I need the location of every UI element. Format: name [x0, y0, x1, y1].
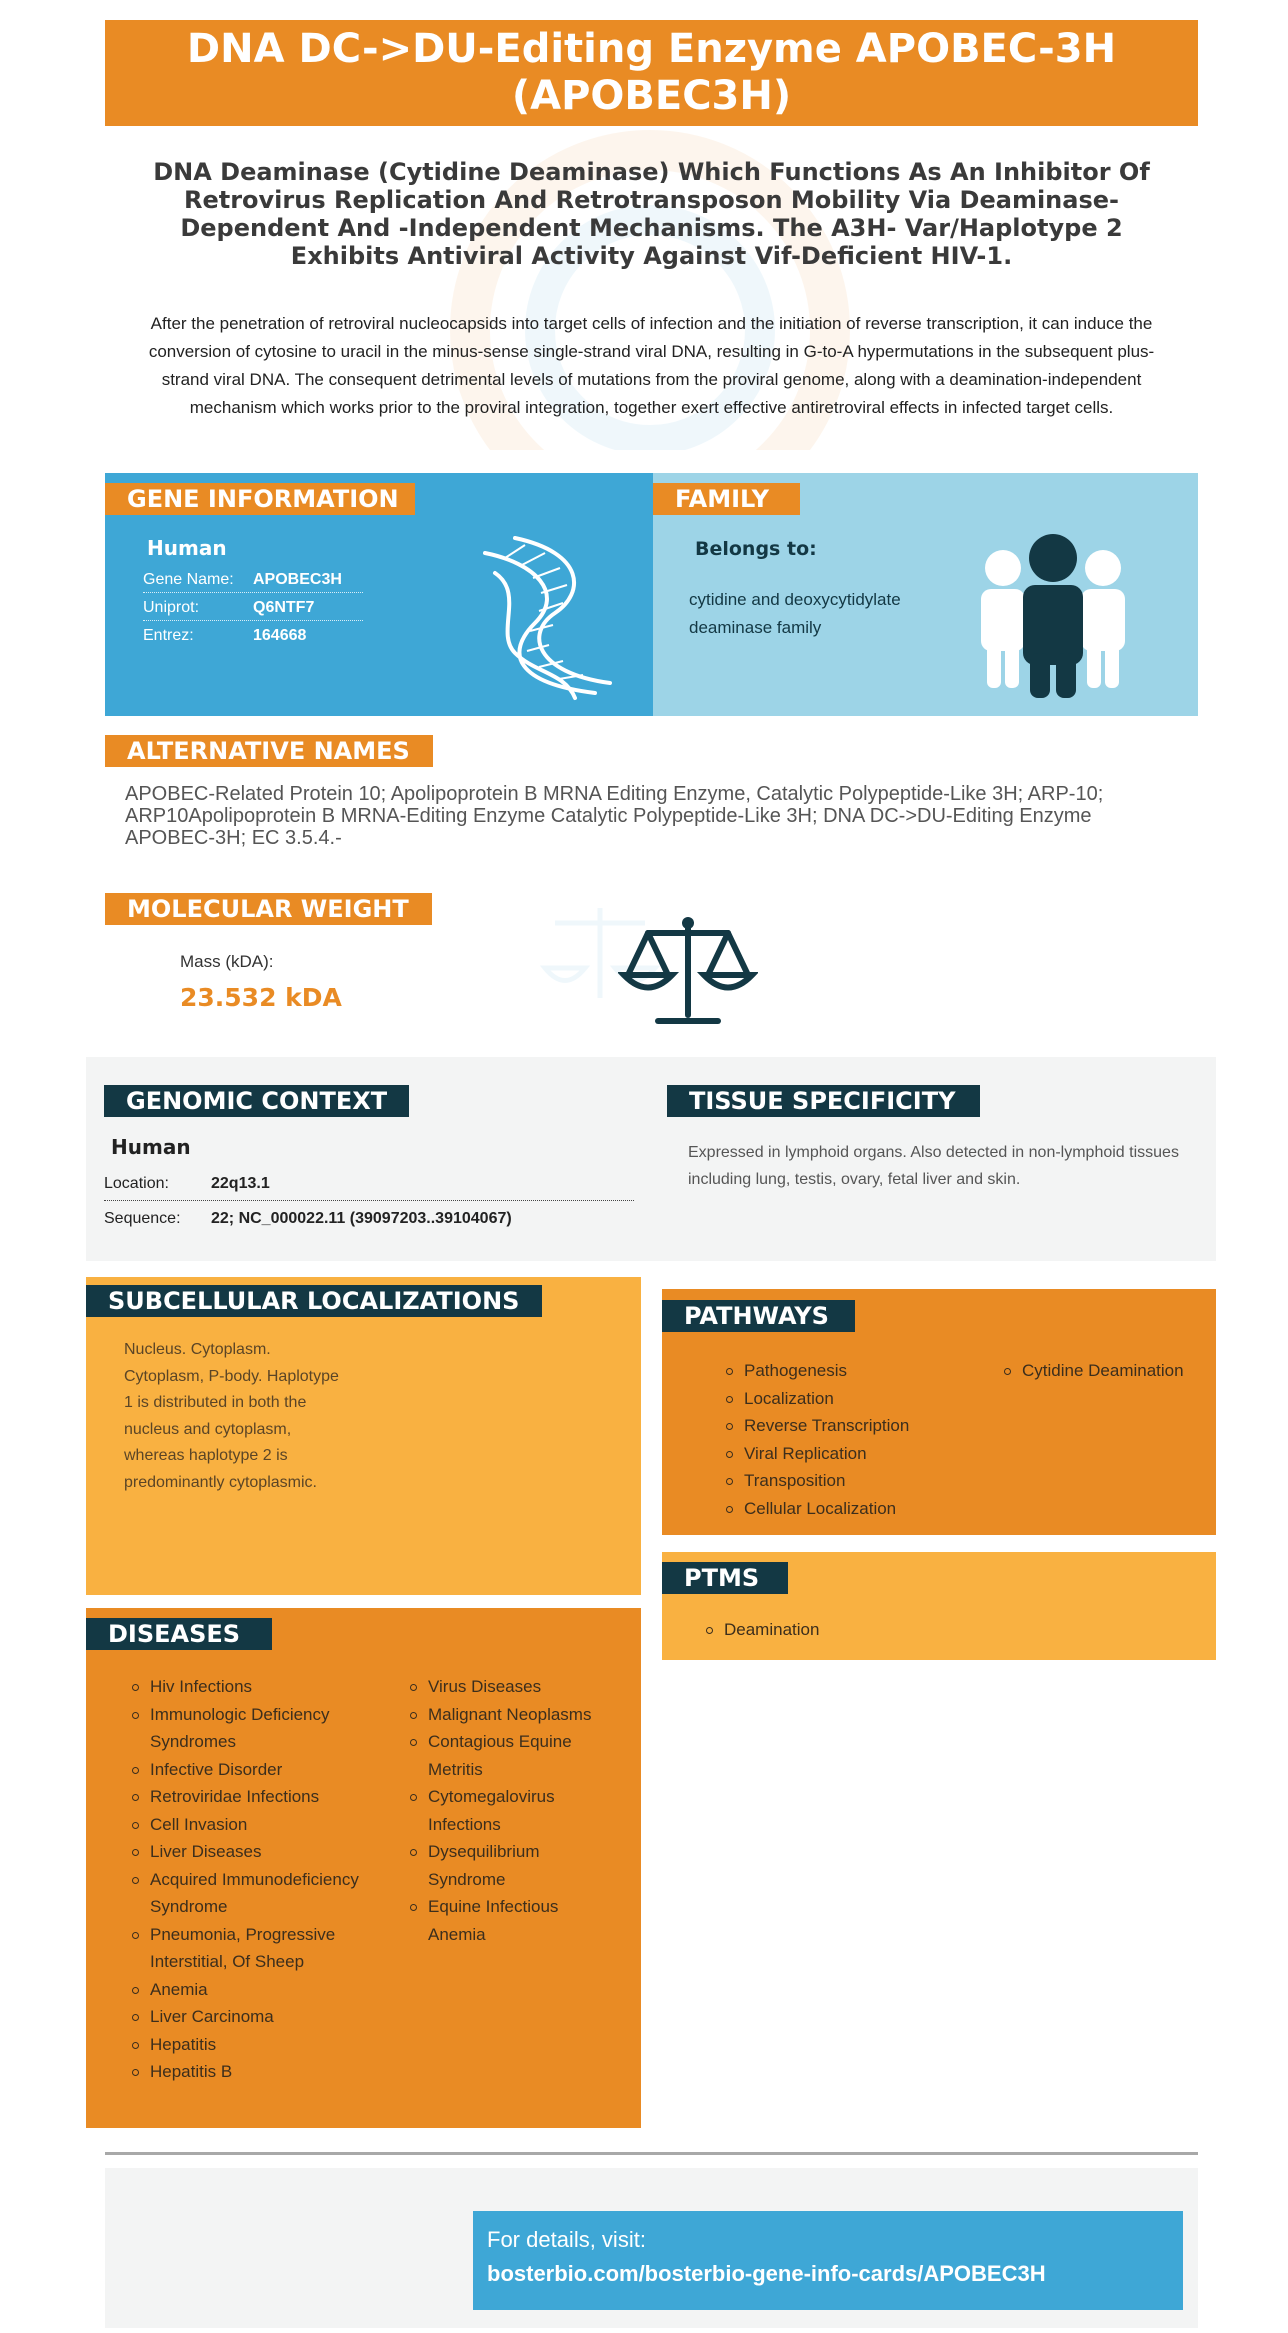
uniprot-value: Q6NTF7 [253, 599, 315, 616]
diseases-heading: DISEASES [86, 1618, 272, 1650]
location-row [104, 1167, 634, 1201]
balance-scale-icon [618, 915, 758, 1027]
list-item: Malignant Neoplasms [408, 1701, 608, 1729]
list-item: Virus Diseases [408, 1673, 608, 1701]
pathways-heading: PATHWAYS [662, 1300, 855, 1332]
protein-function-summary: DNA Deaminase (Cytidine Deaminase) Which Functions As An Inhibitor Of Retrovirus Replication And Retrotransposon Mobility Via Deaminase-Dependent And -Independent Mechanisms. The A3H- Var/Haplotype 2 Exhibits Antiviral Activity Against Vif-Deficient HIV-1. [153, 158, 1150, 270]
list-item: Contagious Equine Metritis [408, 1728, 608, 1783]
list-item: Hiv Infections [130, 1673, 360, 1701]
tissue-specificity-heading: TISSUE SPECIFICITY [667, 1085, 980, 1117]
family-heading: FAMILY [653, 483, 800, 515]
page-title: DNA DC->DU-Editing Enzyme APOBEC-3H (APOBEC3H) [105, 20, 1198, 126]
intro-paragraph: After the penetration of retroviral nucleocapsids into target cells of infection and the initiation of reverse transcription, it can induce the conversion of cytosine to uracil in the minus-sense single-strand viral DNA, resulting in G-to-A hypermutations in the subsequent plus-strand viral DNA. The consequent detrimental levels of mutations from the proviral genome, along with a deamination-independent mechanism which works prior to the proviral integration, together exert effective antiretroviral effects in infected target cells. [148, 314, 1155, 417]
ptms-panel [662, 1552, 1216, 1660]
pathways-panel [662, 1289, 1216, 1535]
details-link[interactable]: bosterbio.com/bosterbio-gene-info-cards/APOBEC3H [487, 2261, 1046, 2286]
sequence-label: Sequence: [104, 1210, 181, 1227]
list-item: Liver Carcinoma [130, 2003, 360, 2031]
list-item: Cell Invasion [130, 1811, 360, 1839]
family-panel [653, 473, 1198, 716]
gene-information-heading: GENE INFORMATION [105, 483, 415, 515]
diseases-list-column-2 [408, 1673, 608, 1948]
location-value: 22q13.1 [211, 1175, 270, 1192]
subcellular-localizations-panel [86, 1277, 641, 1595]
list-item: Viral Replication [724, 1440, 909, 1468]
gene-species: Human [147, 536, 227, 560]
people-group-icon [973, 533, 1133, 698]
mass-value: 23.532 kDA [180, 983, 342, 1012]
location-label: Location: [104, 1175, 169, 1192]
list-item: Deamination [704, 1616, 819, 1644]
subcellular-localizations-text: Nucleus. Cytoplasm. Cytoplasm, P-body. Haplotype 1 is distributed in both the nucleus and cytoplasm, whereas haplotype 2 is predominantly cytoplasmic. [124, 1341, 339, 1491]
list-item: Equine Infectious Anemia [408, 1893, 608, 1948]
list-item: Immunologic Deficiency Syndromes [130, 1701, 360, 1756]
diseases-panel [86, 1608, 641, 2128]
list-item: Hepatitis [130, 2031, 360, 2059]
subcellular-localizations-heading: SUBCELLULAR LOCALIZATIONS [86, 1285, 542, 1317]
footer-divider [105, 2152, 1198, 2155]
alternative-names-heading: ALTERNATIVE NAMES [105, 735, 433, 767]
list-item: Cytomegalovirus Infections [408, 1783, 608, 1838]
diseases-list-column-1 [130, 1673, 360, 2086]
list-item: Localization [724, 1385, 909, 1413]
uniprot-label: Uniprot: [143, 599, 200, 616]
list-item: Liver Diseases [130, 1838, 360, 1866]
pathways-list-column-2 [1002, 1357, 1184, 1385]
list-item: Reverse Transcription [724, 1412, 909, 1440]
list-item: Acquired Immunodeficiency Syndrome [130, 1866, 360, 1921]
entrez-row [143, 622, 363, 649]
sequence-value: 22; NC_000022.11 (39097203..39104067) [211, 1210, 512, 1227]
entrez-label: Entrez: [143, 627, 194, 644]
list-item: Transposition [724, 1467, 909, 1495]
mass-label: Mass (kDA): [180, 952, 274, 971]
gene-information-panel [105, 473, 653, 716]
genomic-species: Human [111, 1135, 191, 1159]
sequence-row [104, 1202, 634, 1236]
list-item: Cytidine Deamination [1002, 1357, 1184, 1385]
list-item: Hepatitis B [130, 2058, 360, 2086]
uniprot-row [143, 594, 363, 621]
molecular-weight-heading: MOLECULAR WEIGHT [105, 893, 432, 925]
ptms-heading: PTMS [662, 1562, 788, 1594]
entrez-value: 164668 [253, 627, 307, 644]
belongs-to-label: Belongs to: [695, 538, 817, 560]
details-link-box[interactable] [473, 2211, 1183, 2310]
genomic-context-heading: GENOMIC CONTEXT [104, 1085, 409, 1117]
dna-helix-icon [475, 533, 615, 703]
list-item: Pathogenesis [724, 1357, 909, 1385]
visit-label: For details, visit: [487, 2227, 646, 2252]
list-item: Pneumonia, Progressive Interstitial, Of Sheep [130, 1921, 360, 1976]
list-item: Dysequilibrium Syndrome [408, 1838, 608, 1893]
tissue-specificity-text: Expressed in lymphoid organs. Also detected in non-lymphoid tissues including lung, testis, ovary, fetal liver and skin. [688, 1144, 1179, 1188]
alternative-names-text: APOBEC-Related Protein 10; Apolipoprotein B MRNA Editing Enzyme, Catalytic Polypeptide-Like 3H; ARP-10; ARP10Apolipoprotein B MRNA-Editing Enzyme Catalytic Polypeptide-Like 3H; DNA DC->DU-Editing Enzyme APOBEC-3H; EC 3.5.4.- [125, 783, 1104, 849]
gene-name-row [143, 566, 363, 593]
family-text: cytidine and deoxycytidylate deaminase family [689, 590, 901, 637]
ptms-list [704, 1616, 819, 1644]
list-item: Cellular Localization [724, 1495, 909, 1523]
pathways-list-column-1 [724, 1357, 909, 1522]
genomic-context-band [86, 1057, 1216, 1261]
list-item: Anemia [130, 1976, 360, 2004]
list-item: Retroviridae Infections [130, 1783, 360, 1811]
gene-name-value: APOBEC3H [253, 571, 342, 588]
list-item: Infective Disorder [130, 1756, 360, 1784]
gene-name-label: Gene Name: [143, 571, 234, 588]
